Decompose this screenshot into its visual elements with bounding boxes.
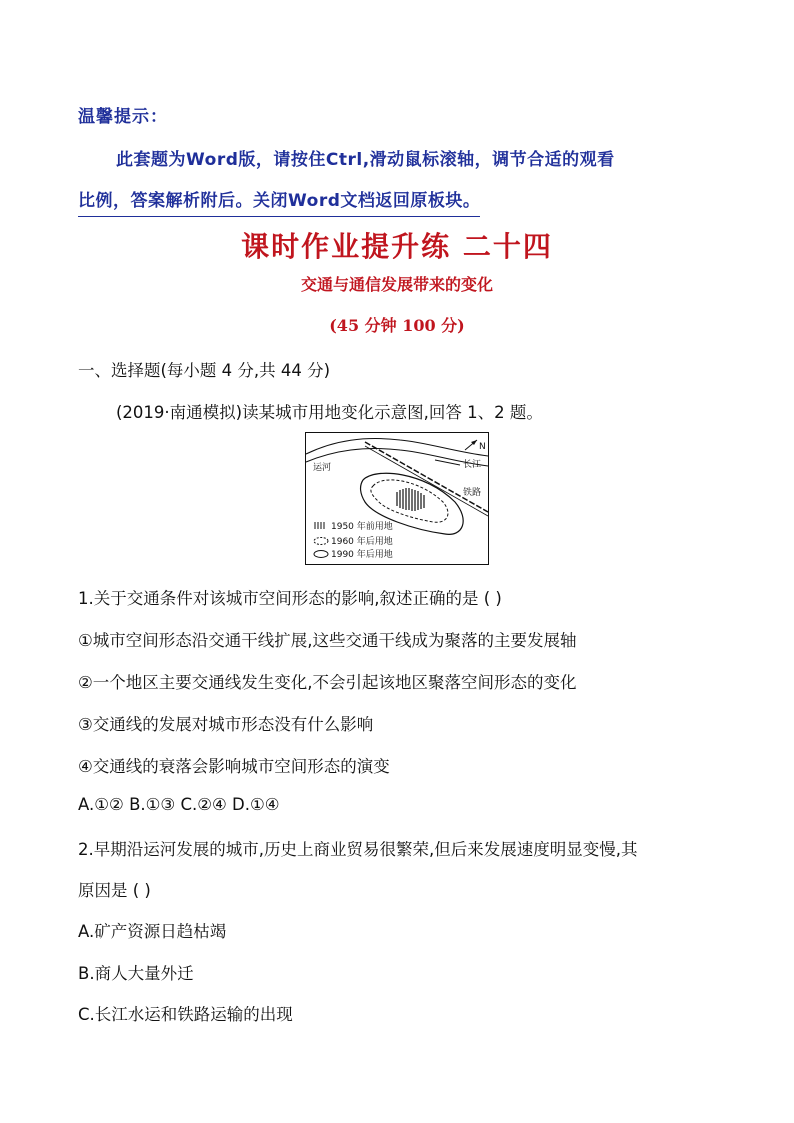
section-heading: 一、选择题(每小题 4 分,共 44 分)	[78, 361, 331, 380]
section-intro: (2019·南通模拟)读某城市用地变化示意图,回答 1、2 题。	[116, 403, 543, 422]
q1-stem: 1.关于交通条件对该城市空间形态的影响,叙述正确的是 ( )	[78, 589, 502, 608]
tip-line-1: 此套题为Word版，请按住Ctrl,滑动鼠标滚轴，调节合适的观看	[116, 150, 615, 170]
q2-stem-line-2: 原因是 ( )	[78, 881, 151, 900]
legend-1960: 1960 年后用地	[331, 537, 393, 547]
legend-1950: 1950 年前用地	[331, 522, 393, 532]
q1-options: A.①② B.①③ C.②④ D.①④	[78, 795, 280, 814]
q1-item-1: ①城市空间形态沿交通干线扩展,这些交通干线成为聚落的主要发展轴	[78, 631, 577, 650]
page-title: 课时作业提升练 二十四	[241, 230, 553, 263]
tip-line-2: 比例，答案解析附后。关闭Word文档返回原板块。	[78, 186, 480, 217]
q2-stem-line-1: 2.早期沿运河发展的城市,历史上商业贸易很繁荣,但后来发展速度明显变慢,其	[78, 840, 638, 859]
railway-label: 铁路	[463, 488, 482, 498]
north-label: N	[479, 442, 486, 452]
city-land-use-map	[305, 432, 489, 565]
legend-1990: 1990 年后用地	[331, 550, 393, 560]
q2-option-a: A.矿产资源日趋枯竭	[78, 922, 227, 941]
q2-option-b: B.商人大量外迁	[78, 964, 194, 983]
canal-label: 运河	[313, 463, 332, 473]
river-label: 长江	[463, 460, 482, 470]
tip-body	[78, 140, 726, 222]
tip-title: 温馨提示：	[78, 107, 168, 127]
map-svg	[305, 432, 489, 565]
q2-option-c: C.长江水运和铁路运输的出现	[78, 1005, 293, 1024]
page-subtitle: 交通与通信发展带来的变化	[300, 275, 493, 294]
q1-item-3: ③交通线的发展对城市形态没有什么影响	[78, 715, 374, 734]
q1-item-4: ④交通线的衰落会影响城市空间形态的演变	[78, 757, 390, 776]
exam-duration: (45 分钟 100 分)	[329, 316, 465, 335]
q1-item-2: ②一个地区主要交通线发生变化,不会引起该地区聚落空间形态的变化	[78, 673, 577, 692]
